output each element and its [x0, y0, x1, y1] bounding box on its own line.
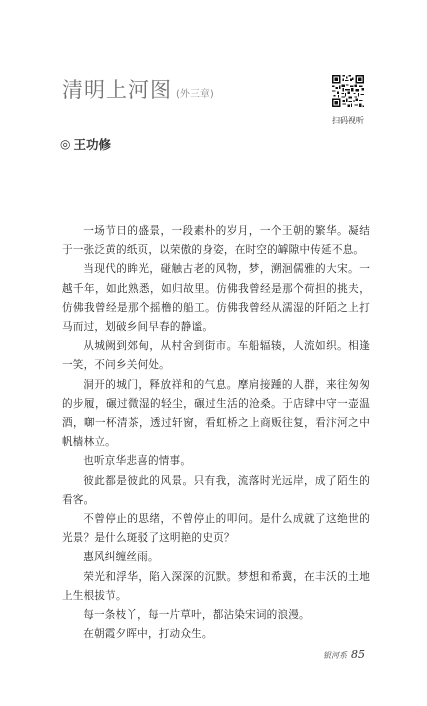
page-footer: [323, 648, 365, 661]
qr-code-icon[interactable]: [331, 74, 365, 108]
paragraph: 也听京华悲喜的情事。: [83, 455, 192, 468]
paragraph: 每一条枝丫，每一片草叶，都沾染宋词的浪漫。: [83, 609, 310, 622]
series-name: 银河系: [323, 651, 347, 660]
article-body: [62, 222, 370, 644]
paragraph: 从城阙到郊甸，从村舍到街市。车船辐辏，人流如织。相逢一笑，不问乡关何处。: [62, 340, 370, 372]
title-block: [62, 74, 214, 104]
page-number: 85: [351, 648, 365, 661]
paragraph: 一场节日的盛景，一段素朴的岁月，一个王朝的繁华。凝结于一张泛黄的纸页，以荣傲的身姿，在时空的罅隙中传延不息。: [62, 225, 370, 257]
page-title: 清明上河图: [62, 78, 172, 102]
qr-label: 扫码视听: [332, 116, 364, 125]
paragraph: 当现代的眸光，碰触古老的风物，梦，溯洄儒雅的大宋。一越千年，如此熟悉，如归故里。仿佛我曾经是那个荷担的挑夫，仿佛我曾经是那个摇橹的船工。仿佛我曾经从濡湿的阡陌之上打马而过，划破乡间早春的静谧。: [62, 263, 370, 334]
author-mark: ◎: [60, 137, 71, 151]
paragraph: 荣光和浮华，陷入深深的沉默。梦想和希冀，在丰沃的土地上生根拔节。: [62, 570, 370, 602]
paragraph: 不曾停止的思绪，不曾停止的叩问。是什么成就了这绝世的光景？是什么斑驳了这明艳的史页？: [62, 513, 370, 545]
paragraph: 彼此都是彼此的风景。只有我，流落时光远岸，成了陌生的看客。: [62, 474, 370, 506]
paragraph: 惠风纠缠丝雨。: [83, 551, 159, 564]
author-line: [60, 135, 111, 153]
page-subtitle: (外三章): [176, 89, 214, 100]
paragraph: 洞开的城门，释放祥和的气息。摩肩接踵的人群，来往匆匆的步履，碾过微湿的轻尘，碾过生活的沧桑。于店肆中守一壶温酒，啣一杯清茶，透过轩窗，看虹桥之上商贩往复，看汴河之中帆樯林立。: [62, 378, 370, 449]
paragraph: 在朝霞夕晖中，打动众生。: [83, 628, 213, 641]
author-name: 王功修: [73, 137, 111, 152]
qr-block[interactable]: [328, 74, 368, 126]
